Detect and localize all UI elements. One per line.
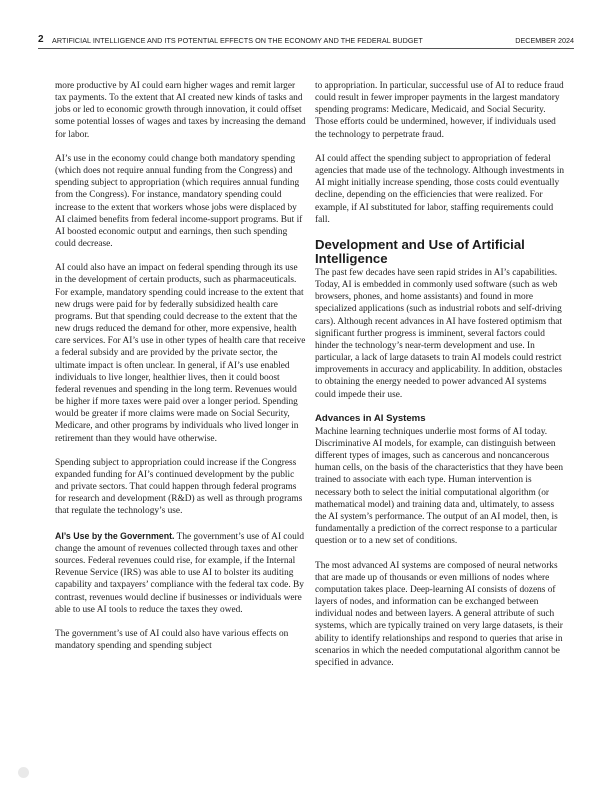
section-heading: Development and Use of Artificial Intelligence [315,237,525,266]
left-column [55,80,307,664]
corner-mark-icon [18,767,29,778]
paragraph: more productive by AI could earn higher wages and remit larger tax payments. To the extent that AI created new kinds of tasks and jobs or led to economic growth through innovation, it could offset some potential losses of wages and taxes by increasing the demand for labor. [55,81,306,140]
report-date: DECEMBER 2024 [515,36,574,45]
paragraph: The past few decades have seen rapid strides in AI’s capabilities. Today, AI is embedded in commonly used software (such as web browsers, phones, and home assistants) and found in more specialized applications (such as industrial robots and self-driving cars). Although recent advances in AI have fostered optimism that significant further progress is imminent, several factors could hinder the technology’s near-term development and use. In particular, a lack of large datasets to train AI models could restrict improvements in accuracy and applicability. In addition, obstacles to obtaining the energy needed to power advanced AI systems could impede their use. [315,268,563,400]
header-rule [38,48,574,49]
paragraph: AI could affect the spending subject to appropriation of federal agencies that made use of the technology. Although investments in AI might initially increase spending, those costs could eventually decline, depending on the efficiencies that were realized. For example, if AI substituted for labor, staffing requirements could fall. [315,153,565,225]
paragraph: Machine learning techniques underlie most forms of AI today. Discriminative AI models, for example, can distinguish between different types of images, such as cancerous and noncancerous human cells, on the basis of the characteristics that they have been trained to associate with each type. Human intervention is necessary both to select the initial computational algorithm (or mathematical model) and training data and, ultimately, to assess the AI system’s performance. The output of an AI model, then, is fundamentally a prediction of the correct response to a particular question or to a new set of conditions. [315,426,564,547]
page-number: 2 [38,34,44,45]
right-column [315,80,567,681]
paragraph-text: The government’s use of AI could change the amount of revenues collected through taxes and other sources. Federal revenues could rise, for example, if the Internal Revenue Service (IRS) was able to use AI to bolster its auditing capability and taxpayers’ compliance with the federal tax code. By contrast, revenues would decline if businesses or individuals were able to use AI tools to reduce the taxes they owed. [55,531,305,615]
paragraph-with-runin [55,530,307,616]
paragraph: AI’s use in the economy could change both mandatory spending (which does not require annual funding from the Congress) and spending subject to appropriation (which requires annual funding from the Congress). For instance, mandatory spending could increase to the extent that workers whose jobs were displaced by AI claimed benefits from federal income-support programs. But if AI boosted economic output and earnings, then such spending could decrease. [55,153,303,250]
runin-heading: AI’s Use by the Government. [55,530,175,541]
paragraph: to appropriation. In particular, successful use of AI to reduce fraud could result in fewer improper payments in the largest mandatory spending programs: Medicare, Medicaid, and Social Security. Those efforts could be undermined, however, if individuals used the technology to perpetrate fraud. [315,81,564,140]
subsection-heading: Advances in AI Systems [315,412,426,424]
running-header [38,36,574,52]
report-title: ARTIFICIAL INTELLIGENCE AND ITS POTENTIAL EFFECTS ON THE ECONOMY AND THE FEDERAL BUDGET [52,36,423,45]
paragraph: The government’s use of AI could also have various effects on mandatory spending and spending subject [55,628,289,652]
paragraph: Spending subject to appropriation could increase if the Congress expanded funding for AI’s continued development by the public and private sectors. That could happen through federal programs for research and development (R&D) as well as through programs that regulate the technology’s use. [55,457,303,517]
paragraph: AI could also have an impact on federal spending through its use in the development of certain products, such as pharmaceuticals. For example, mandatory spending could increase to the extent that new drugs were paid for by federally subsidized health care programs. But that spending could decrease to the extent that the new drugs reduced the demand for other, more expensive, health care services. For AI’s use in other types of health care that receive a federal subsidy and are provided by the private sector, the ultimate impact is often unclear. In general, if AI’s use enabled individuals to live longer, healthier lives, then it could boost federal revenues and spending in the long term. Revenues would be higher if more taxes were paid over a longer period. Spending would be greater if more claims were made on Social Security, Medicare, and other programs by individuals who lived longer in retirement than they would have otherwise. [55,263,306,444]
paragraph: The most advanced AI systems are composed of neural networks that are made up of thousands or even millions of nodes where computation takes place. Deep-learning AI consists of dozens of layers of nodes, and information can be exchanged between individual nodes and between layers. A general attribute of such systems, which are typically trained on very large datasets, is their ability to identify relationships and respond to queries that arise in scenarios in which the needed computational algorithm cannot be specified in advance. [315,560,563,668]
